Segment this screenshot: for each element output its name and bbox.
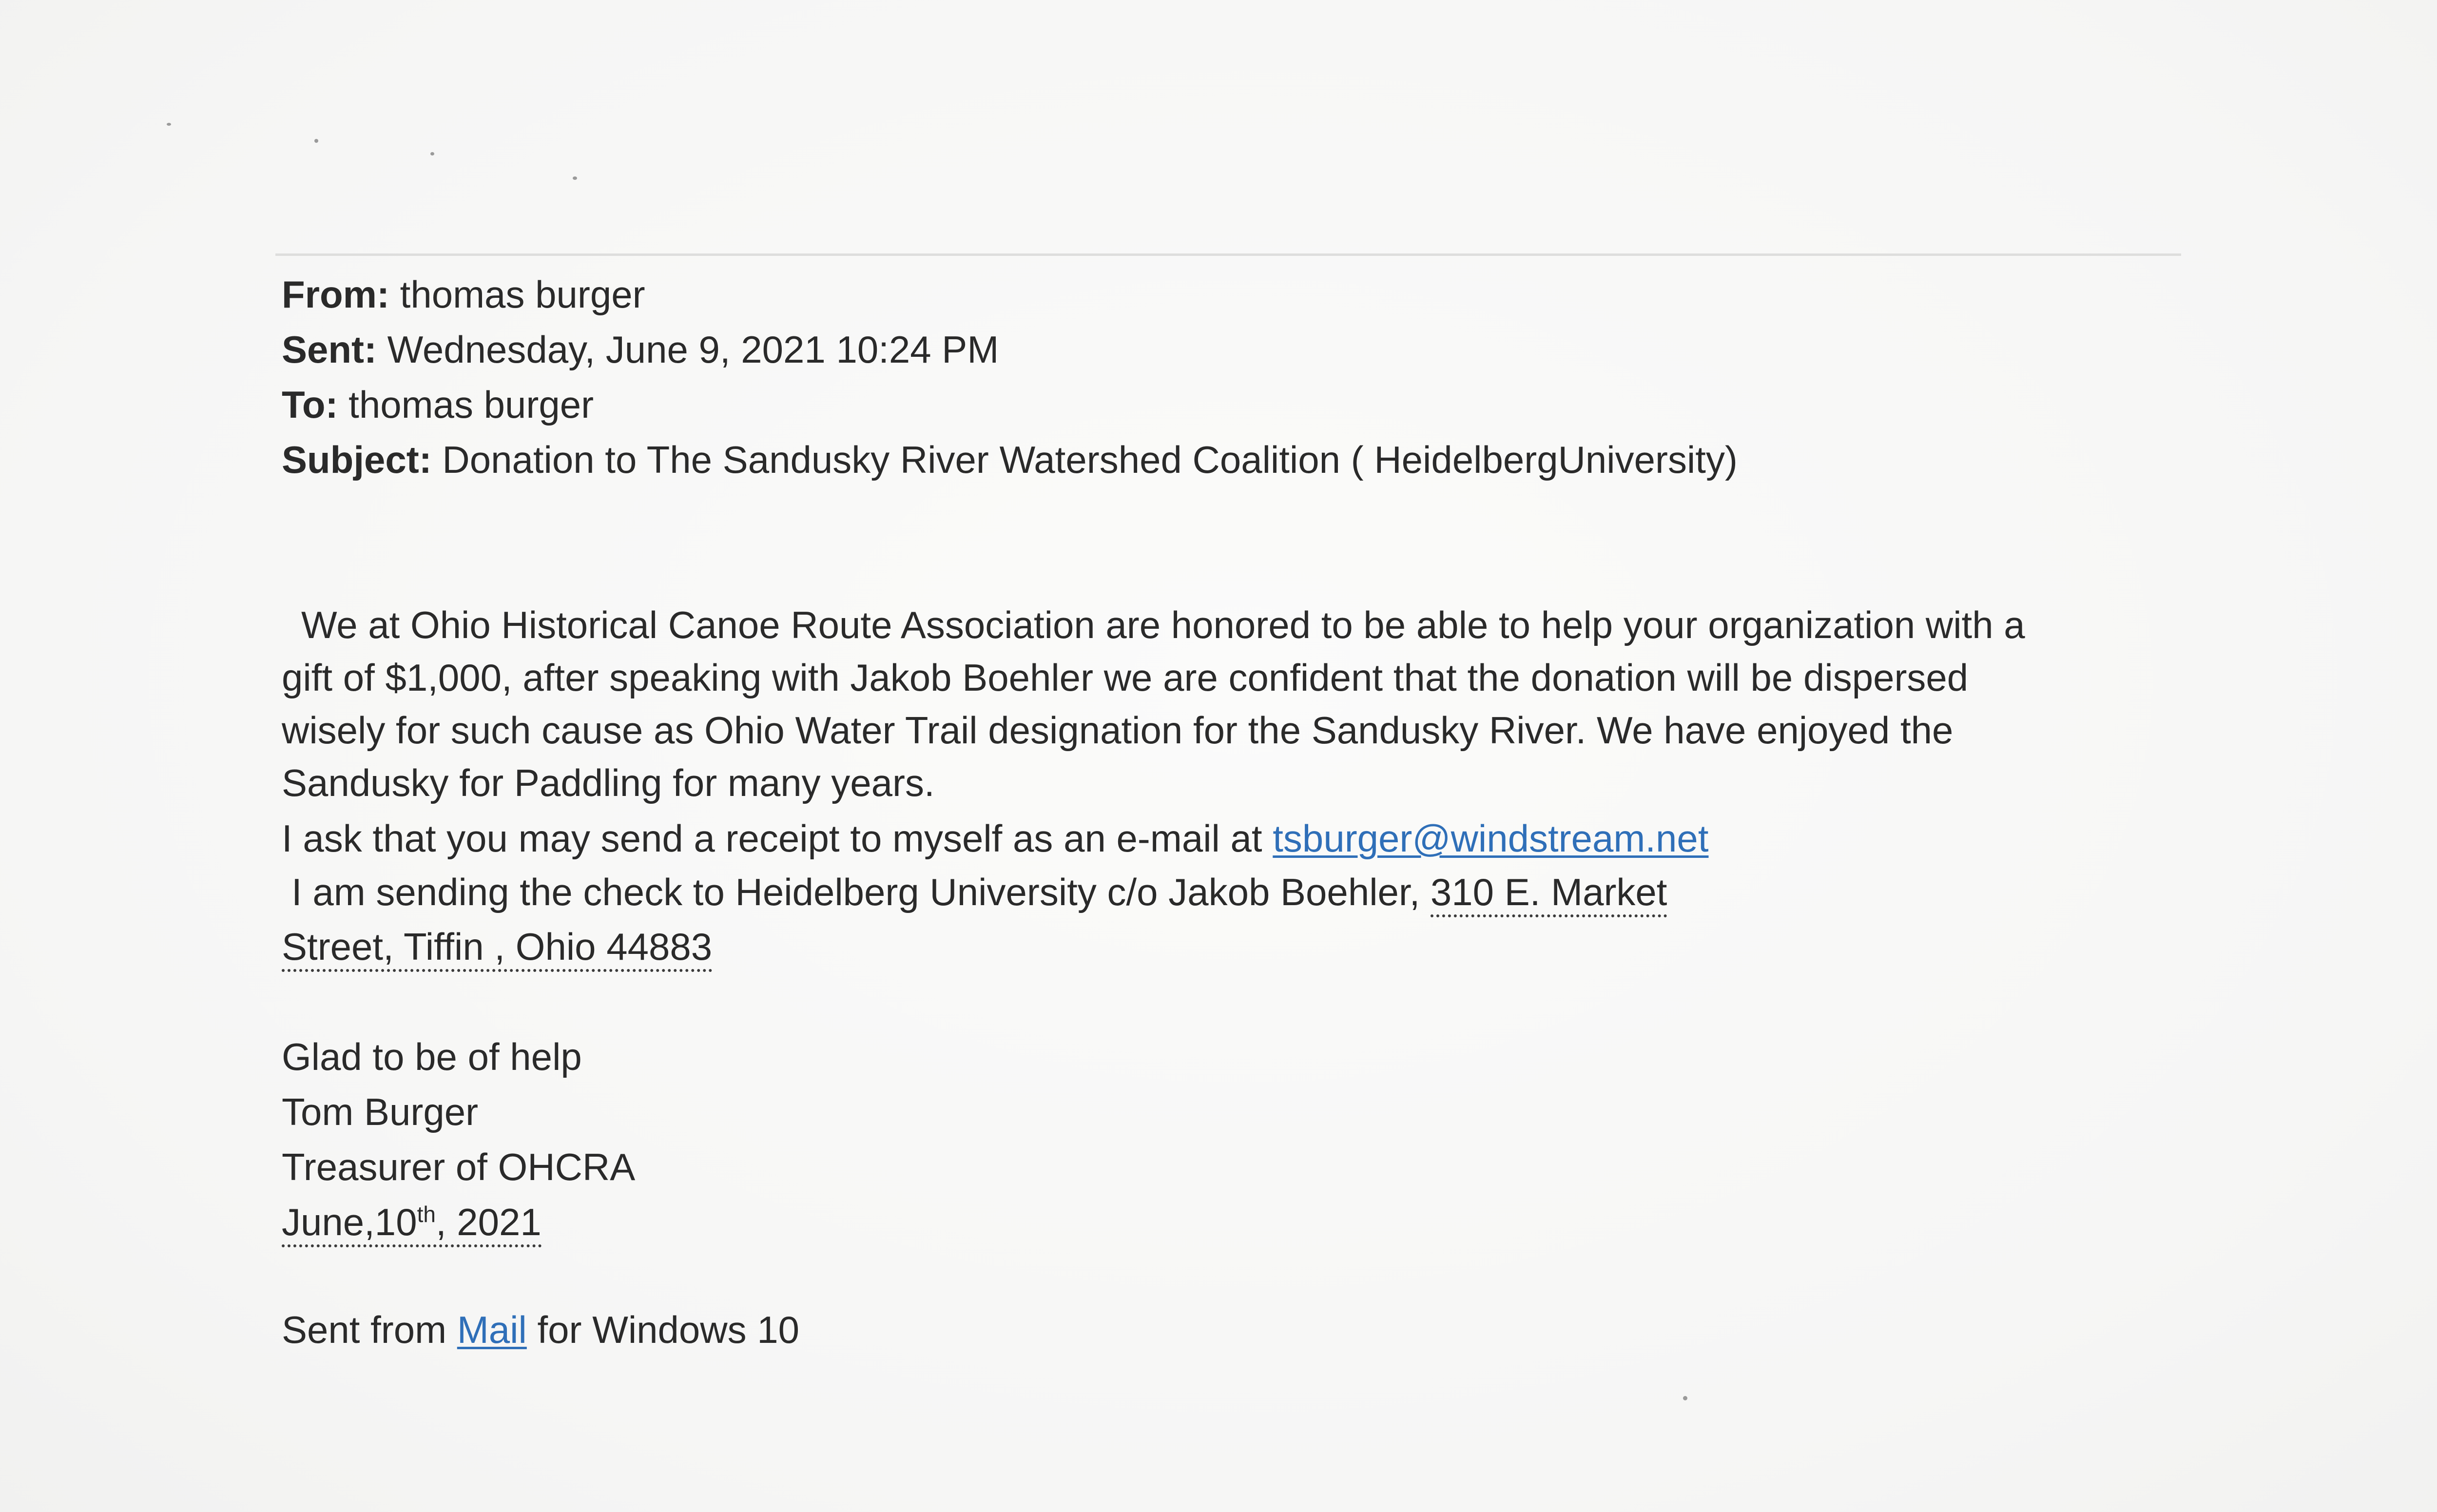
email-header: [282, 267, 1738, 487]
subject-label: Subject:: [282, 438, 432, 481]
from-row: [282, 267, 1738, 322]
scan-speck: [430, 152, 434, 155]
sent-from-footer: [282, 1302, 799, 1357]
scan-speck: [167, 123, 171, 126]
paragraph-line: gift of $1,000, after speaking with Jakob Boehler we are confident that the donation will be dispersed: [282, 656, 1969, 699]
header-divider: [275, 253, 2181, 256]
subject-value: Donation to The Sandusky River Watershed Coalition ( HeidelbergUniversity): [442, 438, 1738, 481]
address-part2: Street, Tiffin , Ohio 44883: [282, 925, 712, 972]
receipt-text: I ask that you may send a receipt to myself as an e-mail at: [282, 817, 1273, 860]
sent-label: Sent:: [282, 328, 377, 371]
signature-block: [282, 1029, 635, 1250]
email-link[interactable]: tsburger@windstream.net: [1273, 817, 1709, 860]
scan-speck: [1683, 1396, 1687, 1400]
mail-app-link[interactable]: Mail: [457, 1308, 527, 1351]
subject-row: [282, 432, 1738, 487]
address-part1: 310 E. Market: [1431, 871, 1667, 917]
footer-prefix: Sent from: [282, 1308, 457, 1351]
from-label: From:: [282, 273, 389, 316]
receipt-line: [282, 812, 2192, 865]
signer-title: Treasurer of OHCRA: [282, 1145, 636, 1188]
check-line: [282, 866, 2192, 918]
paragraph-line: Sandusky for Paddling for many years.: [282, 761, 935, 804]
scan-speck: [573, 176, 577, 180]
date-suffix: th: [417, 1202, 436, 1227]
sent-value: Wednesday, June 9, 2021 10:24 PM: [387, 328, 999, 371]
paragraph-line: wisely for such cause as Ohio Water Trail designation for the Sandusky River. We have enjoyed the: [282, 709, 1953, 752]
date-text: [282, 1201, 542, 1247]
scan-speck: [314, 139, 318, 143]
date-year: , 2021: [435, 1201, 542, 1243]
to-row: [282, 377, 1738, 432]
footer-suffix: for Windows 10: [526, 1308, 800, 1351]
closing-line: Glad to be of help: [282, 1035, 582, 1078]
to-value: thomas burger: [348, 383, 594, 426]
check-text: I am sending the check to Heidelberg University c/o Jakob Boehler,: [291, 871, 1431, 913]
from-value: thomas burger: [400, 273, 645, 316]
to-label: To:: [282, 383, 338, 426]
signature-date: [282, 1195, 635, 1250]
address-line: [282, 920, 2192, 973]
date-month: June,10: [282, 1201, 417, 1243]
paragraph-line: We at Ohio Historical Canoe Route Association are honored to be able to help your organization with a: [301, 603, 2025, 646]
email-body: [282, 599, 2192, 973]
sent-row: [282, 322, 1738, 377]
signer-name: Tom Burger: [282, 1090, 479, 1133]
